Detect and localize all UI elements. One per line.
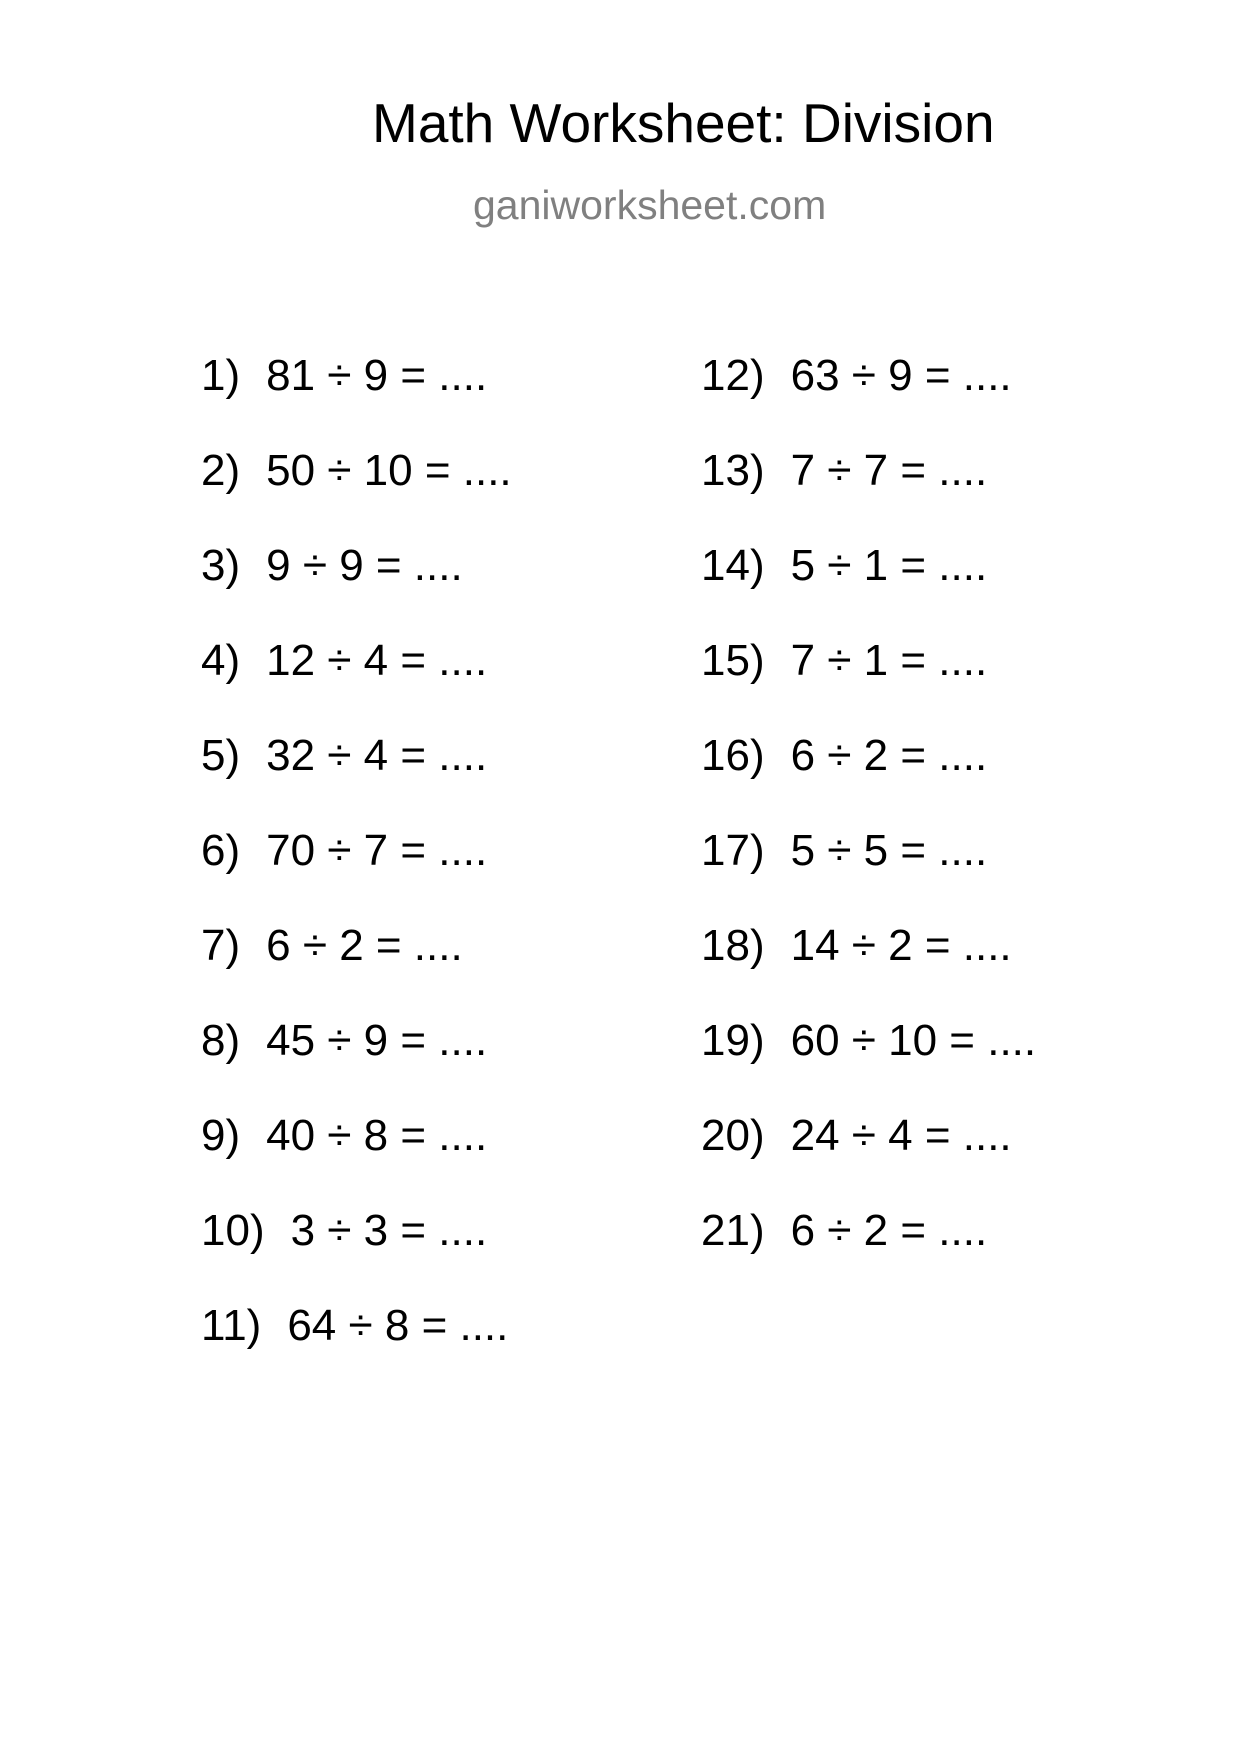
problem-expression: 50 ÷ 10 = .... (266, 446, 512, 495)
problem-number: 17) (701, 826, 765, 875)
problem-expression: 7 ÷ 1 = .... (790, 636, 988, 685)
problem-number: 9) (201, 1111, 241, 1160)
problem-item (701, 1206, 988, 1259)
problem-item (701, 351, 1012, 404)
problem-expression: 6 ÷ 2 = .... (790, 731, 988, 780)
worksheet-title: Math Worksheet: Division (372, 92, 995, 154)
problem-expression: 32 ÷ 4 = .... (266, 731, 488, 780)
problem-expression: 5 ÷ 1 = .... (790, 541, 988, 590)
problem-number: 1) (201, 351, 241, 400)
problem-number: 3) (201, 541, 241, 590)
problem-expression: 7 ÷ 7 = .... (790, 446, 988, 495)
problem-number: 8) (201, 1016, 241, 1065)
problem-item (201, 1206, 488, 1259)
problem-item (701, 731, 988, 784)
problem-item (201, 826, 488, 879)
problem-expression: 81 ÷ 9 = .... (266, 351, 488, 400)
problem-expression: 12 ÷ 4 = .... (266, 636, 488, 685)
problem-number: 7) (201, 921, 241, 970)
problem-expression: 5 ÷ 5 = .... (790, 826, 988, 875)
problem-item (201, 446, 512, 499)
problem-number: 16) (701, 731, 765, 780)
problem-expression: 64 ÷ 8 = .... (287, 1301, 509, 1350)
problem-expression: 60 ÷ 10 = .... (790, 1016, 1037, 1065)
problem-item (701, 826, 988, 879)
problem-item (701, 1111, 1012, 1164)
problem-number: 19) (701, 1016, 765, 1065)
problem-expression: 63 ÷ 9 = .... (790, 351, 1012, 400)
problem-number: 20) (701, 1111, 765, 1160)
problem-item (701, 636, 988, 689)
problem-item (701, 921, 1012, 974)
problem-expression: 45 ÷ 9 = .... (266, 1016, 488, 1065)
worksheet-subtitle: ganiworksheet.com (473, 182, 827, 228)
problem-item (201, 1016, 488, 1069)
problem-expression: 3 ÷ 3 = .... (290, 1206, 488, 1255)
problem-expression: 40 ÷ 8 = .... (266, 1111, 488, 1160)
problem-expression: 6 ÷ 2 = .... (266, 921, 463, 970)
problem-item (701, 446, 988, 499)
problem-item (701, 1016, 1037, 1069)
problem-number: 18) (701, 921, 765, 970)
problem-number: 12) (701, 351, 765, 400)
problem-item (201, 1301, 509, 1354)
problem-number: 5) (201, 731, 241, 780)
problem-expression: 6 ÷ 2 = .... (790, 1206, 988, 1255)
problem-number: 21) (701, 1206, 765, 1255)
problem-expression: 9 ÷ 9 = .... (266, 541, 463, 590)
problem-item (201, 636, 488, 689)
problem-expression: 24 ÷ 4 = .... (790, 1111, 1012, 1160)
problem-expression: 14 ÷ 2 = .... (790, 921, 1012, 970)
problem-expression: 70 ÷ 7 = .... (266, 826, 488, 875)
problem-number: 6) (201, 826, 241, 875)
problem-item (201, 731, 488, 784)
problem-item (701, 541, 988, 594)
problem-number: 4) (201, 636, 241, 685)
problem-item (201, 921, 463, 974)
problem-number: 13) (701, 446, 765, 495)
problem-item (201, 1111, 488, 1164)
problem-item (201, 541, 463, 594)
problem-number: 10) (201, 1206, 265, 1255)
problem-number: 15) (701, 636, 765, 685)
problem-item (201, 351, 488, 404)
problem-number: 14) (701, 541, 765, 590)
problem-number: 11) (201, 1301, 262, 1350)
problem-number: 2) (201, 446, 241, 495)
